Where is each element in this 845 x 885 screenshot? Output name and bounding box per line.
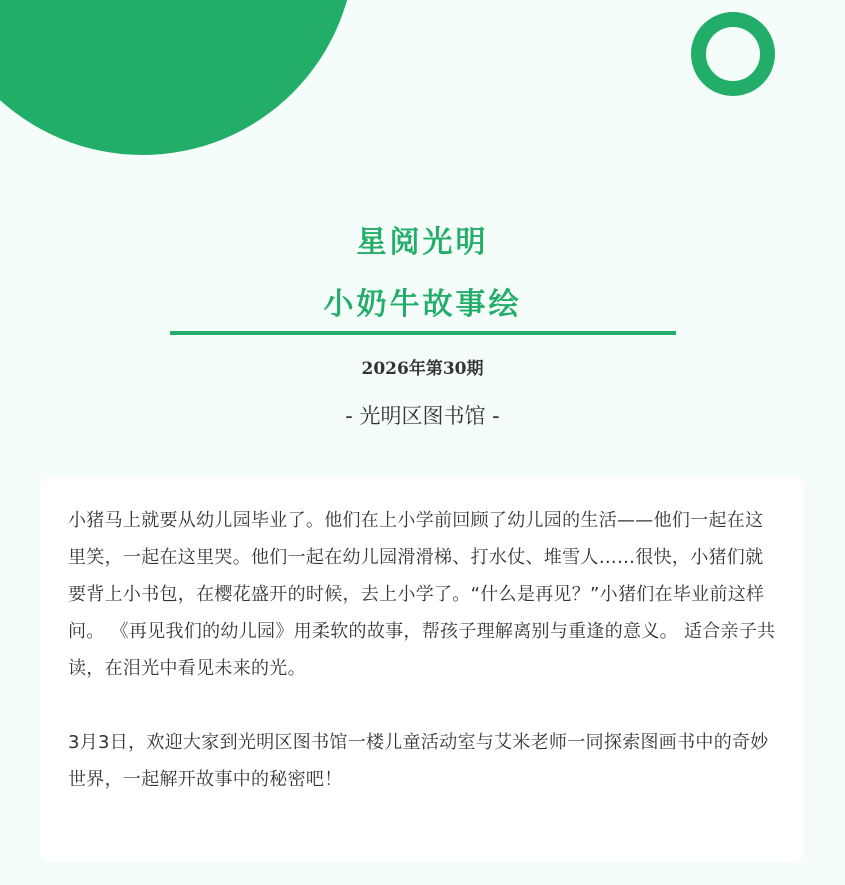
decorative-ring [691,12,775,96]
publisher-name: - 光明区图书馆 - [345,404,500,428]
page-title: 星阅光明 [356,225,489,260]
title-divider [170,331,676,335]
story-description: 小猪马上就要从幼儿园毕业了。他们在上小学前回顾了幼儿园的生活——他们一起在这里笑，一起在这里哭。他们一起在幼儿园滑滑梯、打水仗、堆雪人……很快，小猪们就要背上小书包，在樱花盛开的时候，去上小学了。“什么是再见？”小猪们在毕业前这样问。 《再见我们的幼儿园》用柔软的故事，帮孩子理解离别与重逢的意义。 适合亲子共读，在泪光中看见未来的光。 [68,510,776,679]
issue-number: 2026年第30期 [361,359,484,379]
event-announcement: 3月3日，欢迎大家到光明区图书馆一楼儿童活动室与艾米老师一同探索图画书中的奇妙世界，一起解开故事中的秘密吧！ [68,732,769,790]
content-card [40,477,804,862]
decorative-circle [0,0,355,155]
page-subtitle: 小奶牛故事绘 [323,287,522,322]
